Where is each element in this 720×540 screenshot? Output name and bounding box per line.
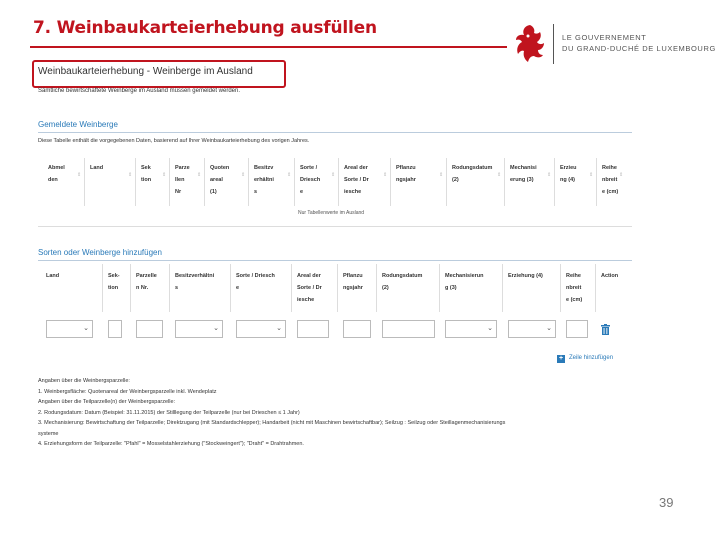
add-heading: Sorten oder Weinberge hinzufügen xyxy=(38,248,162,257)
column-header-label: Land xyxy=(90,165,104,171)
footnote-line: 3. Mechanisierung: Bewirtschaftung der Teilparzelle; Direktzugang (mit Standardschlepper); Handarbeit (nicht mit Maschinen bewirtschaftbar); Seilzug : Seilzug oder Steillagenmechanisierungs xyxy=(38,420,506,426)
column-header-label: ngsjahr xyxy=(343,285,363,291)
column-header[interactable] xyxy=(560,162,577,186)
column-header-label: iesche xyxy=(297,297,315,303)
dropdown-field[interactable] xyxy=(175,320,223,338)
column-header-label: Quoten xyxy=(210,165,230,171)
sort-icon[interactable]: ⇕ xyxy=(589,172,594,178)
column-header-label: erung (3) xyxy=(510,177,534,183)
column-separator xyxy=(169,264,170,312)
chevron-down-icon: ⌄ xyxy=(83,325,89,332)
sort-icon[interactable]: ⇕ xyxy=(241,172,246,178)
column-header-label: Areal der xyxy=(297,273,321,279)
reported-empty-text: Nur Tabellenwerte im Ausland xyxy=(298,210,365,216)
sort-icon[interactable]: ⇕ xyxy=(162,172,167,178)
column-header-label: Mechanisierun xyxy=(445,273,484,279)
column-header[interactable] xyxy=(48,162,65,186)
column-header-label: Reihe xyxy=(602,165,617,171)
footnote-line: 1. Weinbergsfläche: Quotenareal der Weinbergsparzelle inkl. Wendeplatz xyxy=(38,388,217,395)
sort-icon[interactable]: ⇕ xyxy=(197,172,202,178)
column-header-label: ng (4) xyxy=(560,177,575,183)
column-header-label: g (3) xyxy=(445,285,457,291)
column-separator xyxy=(338,158,339,206)
column-header-label: s xyxy=(254,189,258,195)
column-header[interactable] xyxy=(90,162,103,174)
chevron-down-icon: ⌄ xyxy=(487,325,493,332)
column-header-label: Besitzv xyxy=(254,165,274,171)
column-header-label: n Nr. xyxy=(136,285,149,291)
column-separator xyxy=(390,158,391,206)
slide-title: 7. Weinbaukarteierhebung ausfüllen xyxy=(33,18,377,38)
text-field[interactable] xyxy=(297,320,329,338)
add-divider xyxy=(38,260,632,261)
column-header[interactable] xyxy=(297,270,322,306)
column-header-label: Parzelle xyxy=(136,273,157,279)
reported-table-bottom xyxy=(38,226,632,227)
column-separator xyxy=(135,158,136,206)
footnote-line: 2. Rodungsdatum: Datum (Beispiel: 31.11.2015) der Stilllegung der Teilparzelle (nur bei Drieschen ≤ 1 Jahr) xyxy=(38,409,300,416)
column-header[interactable] xyxy=(254,162,274,198)
column-separator xyxy=(248,158,249,206)
column-header-label: Action xyxy=(601,273,619,279)
footnote-line: 4. Erziehungsform der Teilparzelle: "Pfahl" = Mosselstahlerziehung ("Stockweingert"); "Draht" = Drahtrahmen. xyxy=(38,441,304,447)
chevron-down-icon: ⌄ xyxy=(213,325,219,332)
column-header-label: Areal der xyxy=(344,165,368,171)
column-header-label: Rodungsdatum xyxy=(452,165,493,171)
column-header[interactable] xyxy=(566,270,582,306)
column-header-label: nbreit xyxy=(566,285,582,291)
column-header[interactable] xyxy=(343,270,363,294)
column-header-label: Sorte / xyxy=(300,165,318,171)
column-header[interactable] xyxy=(175,162,190,198)
sort-icon[interactable]: ⇕ xyxy=(439,172,444,178)
column-header-label: (1) xyxy=(210,189,217,195)
column-separator xyxy=(169,158,170,206)
column-header[interactable] xyxy=(108,270,120,294)
column-header-label: e xyxy=(236,285,240,291)
text-field[interactable] xyxy=(108,320,122,338)
column-separator xyxy=(504,158,505,206)
sort-icon[interactable]: ⇕ xyxy=(383,172,388,178)
page-number: 39 xyxy=(659,495,674,510)
column-separator xyxy=(84,158,85,206)
text-field[interactable] xyxy=(566,320,588,338)
text-field[interactable] xyxy=(136,320,163,338)
chevron-down-icon: ⌄ xyxy=(546,325,552,332)
column-header-label: Mechanisi xyxy=(510,165,537,171)
column-header[interactable] xyxy=(382,270,422,294)
add-row-plus-icon[interactable]: + xyxy=(558,355,564,362)
footnotes xyxy=(38,376,505,450)
government-name xyxy=(562,32,716,54)
column-header[interactable] xyxy=(141,162,151,186)
column-header[interactable] xyxy=(508,270,543,282)
column-header-label: ngsjahr xyxy=(396,177,416,183)
column-separator xyxy=(554,158,555,206)
reported-divider xyxy=(38,132,632,133)
column-separator xyxy=(294,158,295,206)
column-header-label: Pflanzu xyxy=(343,273,363,279)
sort-icon[interactable]: ⇕ xyxy=(77,172,82,178)
column-header-label: areal xyxy=(210,177,223,183)
column-header-label: erhältni xyxy=(254,177,274,183)
column-header-label: Abmel xyxy=(48,165,65,171)
delete-row-trash-icon[interactable] xyxy=(601,324,610,335)
sort-icon[interactable]: ⇕ xyxy=(287,172,292,178)
column-header-label: Driesch xyxy=(300,177,321,183)
form-intro: Sämtliche bewirtschaftete Weinberge im Ausland müssen gemeldet werden. xyxy=(38,88,240,94)
column-header[interactable] xyxy=(396,162,416,186)
column-separator xyxy=(337,264,338,312)
sort-icon[interactable]: ⇕ xyxy=(331,172,336,178)
column-header[interactable] xyxy=(445,270,484,294)
column-separator xyxy=(595,264,596,312)
dropdown-field[interactable] xyxy=(236,320,286,338)
form-title: Weinbaukarteierhebung - Weinberge im Ausland xyxy=(38,66,253,77)
column-header-label: Parze xyxy=(175,165,190,171)
footnote-line: Angaben über die Weinbergsparzelle: xyxy=(38,378,130,384)
column-separator xyxy=(130,264,131,312)
column-separator xyxy=(204,158,205,206)
column-header-label: tion xyxy=(108,285,119,291)
sort-icon[interactable]: ⇕ xyxy=(128,172,133,178)
column-header-label: Pflanzu xyxy=(396,165,416,171)
form-screenshot xyxy=(30,58,634,468)
column-separator xyxy=(446,158,447,206)
chevron-down-icon: ⌄ xyxy=(276,325,282,332)
column-header[interactable] xyxy=(344,162,369,198)
column-header-label: Land xyxy=(46,273,60,279)
column-header-label: Reihe xyxy=(566,273,581,279)
column-header-label: Nr xyxy=(175,189,182,195)
column-header-label: e (cm) xyxy=(602,189,619,195)
text-field[interactable] xyxy=(343,320,371,338)
text-field[interactable] xyxy=(382,320,435,338)
column-header-label: Sorte / Driesch xyxy=(236,273,275,279)
column-header-label: nbreit xyxy=(602,177,618,183)
column-header-label: llen xyxy=(175,177,185,183)
dropdown-field[interactable] xyxy=(445,320,497,338)
column-header[interactable] xyxy=(602,162,618,198)
title-rule xyxy=(30,46,507,48)
sort-icon[interactable]: ⇕ xyxy=(497,172,502,178)
sort-icon[interactable]: ⇕ xyxy=(619,172,624,178)
column-header[interactable] xyxy=(236,270,275,294)
column-header[interactable] xyxy=(452,162,492,186)
column-separator xyxy=(439,264,440,312)
column-separator xyxy=(502,264,503,312)
dropdown-field[interactable] xyxy=(508,320,556,338)
column-separator xyxy=(596,158,597,206)
column-header[interactable] xyxy=(136,270,157,294)
column-header[interactable] xyxy=(210,162,229,198)
column-header-label: Besitzverhältni xyxy=(175,273,215,279)
column-header-label: e xyxy=(300,189,304,195)
column-header-label: Erziehung (4) xyxy=(508,273,543,279)
column-separator xyxy=(102,264,103,312)
footnote-line: Angaben über die Teilparzelle(n) der Weinbergsparzelle: xyxy=(38,399,176,405)
column-header-label: (2) xyxy=(382,285,389,291)
footnote-line: systeme xyxy=(38,430,59,437)
column-header[interactable] xyxy=(510,162,537,186)
column-header-label: den xyxy=(48,177,58,183)
column-header-label: iesche xyxy=(344,189,362,195)
dropdown-field[interactable] xyxy=(46,320,93,338)
reported-heading: Gemeldete Weinberge xyxy=(38,120,118,129)
reported-description: Diese Tabelle enthält die vorgegebenen Daten, basierend auf Ihrer Weinbaukarteierhebung des vorigen Jahres. xyxy=(38,138,310,144)
government-line-1: LE GOUVERNEMENT xyxy=(562,33,647,42)
column-header[interactable] xyxy=(601,270,618,282)
column-header-label: tion xyxy=(141,177,152,183)
column-separator xyxy=(560,264,561,312)
sort-icon[interactable]: ⇕ xyxy=(547,172,552,178)
column-header-label: Sek xyxy=(141,165,151,171)
column-separator xyxy=(291,264,292,312)
column-header-label: Rodungsdatum xyxy=(382,273,423,279)
column-header[interactable] xyxy=(46,270,59,282)
column-header[interactable] xyxy=(300,162,320,198)
column-header-label: Erzieu xyxy=(560,165,577,171)
column-header-label: e (cm) xyxy=(566,297,583,303)
column-header-label: Sorte / Dr xyxy=(344,177,369,183)
column-header-label: s xyxy=(175,285,179,291)
column-header[interactable] xyxy=(175,270,214,294)
column-header-label: (2) xyxy=(452,177,459,183)
government-line-2: DU GRAND-DUCHÉ DE LUXEMBOURG xyxy=(562,44,716,53)
column-header-label: Sorte / Dr xyxy=(297,285,322,291)
column-header-label: Sek- xyxy=(108,273,120,279)
column-separator xyxy=(376,264,377,312)
column-separator xyxy=(230,264,231,312)
add-row-link[interactable]: Zeile hinzufügen xyxy=(569,355,614,361)
